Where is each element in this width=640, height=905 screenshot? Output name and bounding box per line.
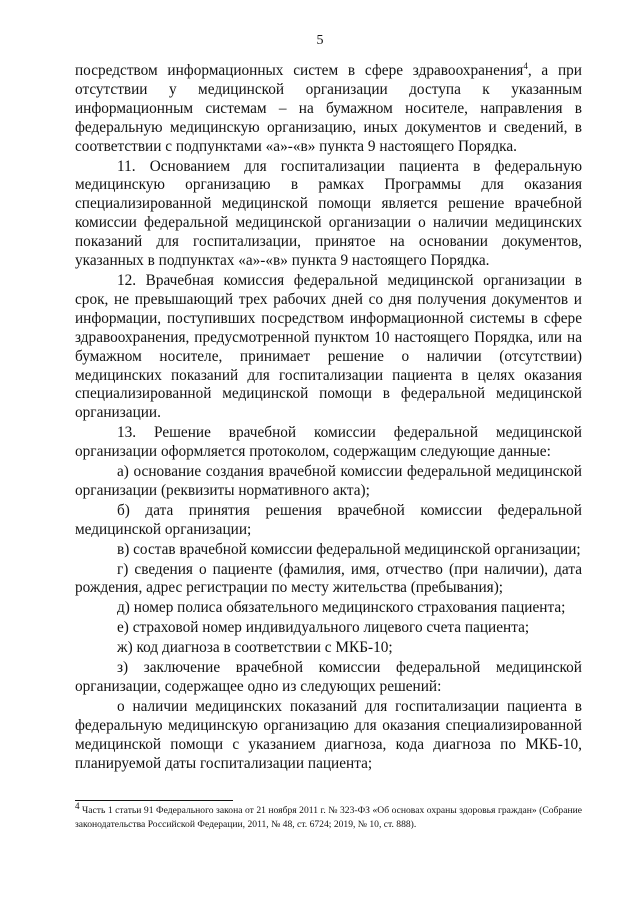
paragraph-text: посредством информационных систем в сфере здравоохранения	[75, 62, 524, 79]
page-number: 5	[316, 33, 324, 48]
body-text	[75, 62, 582, 774]
paragraph-text-continued: , а при отсутствии у медицинской организации доступа к указанным информационным системам – на бумажном носителе, направления в федеральную медицинскую организацию, иных документов и сведений, в соответствии с подпунктами «а»-«в» пункта 9 настоящего Порядка.	[75, 62, 582, 155]
paragraph-item-12: 12. Врачебная комиссия федеральной медицинской организации в срок, не превышающий трех рабочих дней со дня получения документов и информации, поступивших посредством информационной системы в сфере здравоохранения, предусмотренной пунктом 10 настоящего Порядка, или на бумажном носителе, принимает решение о наличии (отсутствии) медицинских показаний для госпитализации пациента в целях оказания специализированной медицинской помощи в федеральной медицинской организации.	[75, 271, 582, 422]
footnote-marker: 4	[75, 800, 80, 811]
paragraph-item-11: 11. Основанием для госпитализации пациента в федеральную медицинскую организацию в рамках Программы для оказания специализированной медицинской помощи является решение врачебной комиссии федеральной медицинской организации о наличии медицинских показаний для госпитализации, принятое на основании документов, указанных в подпунктах «а»-«в» пункта 9 настоящего Порядка.	[75, 157, 582, 270]
subitem-z: з) заключение врачебной комиссии федеральной медицинской организации, содержащее одно из следующих решений:	[75, 659, 582, 695]
paragraph-item-13: 13. Решение врачебной комиссии федеральной медицинской организации оформляется протоколом, содержащим следующие данные:	[75, 424, 582, 461]
decision-option: о наличии медицинских показаний для госпитализации пациента в федеральную медицинскую организацию для оказания специализированной медицинской помощи с указанием диагноза, кода диагноза по МКБ-10, планируемой даты госпитализации пациента;	[75, 697, 582, 772]
subitem-zh: ж) код диагноза в соответствии с МКБ-10;	[117, 639, 393, 657]
subitem-g: г) сведения о пациенте (фамилия, имя, отчество (при наличии), дата рождения, адрес регистрации по месту жительства (пребывания);	[75, 560, 582, 597]
footnote	[75, 800, 582, 831]
footnote-text: Часть 1 статьи 91 Федерального закона от 21 ноября 2011 г. № 323-ФЗ «Об основах охраны здоровья граждан» (Собрание законодательства Российской Федерации, 2011, № 48, ст. 6724; 2019, № 10, ст. 888).	[75, 805, 582, 830]
subitem-b: б) дата принятия решения врачебной комиссии федеральной медицинской организации;	[75, 501, 582, 538]
subitem-v: в) состав врачебной комиссии федеральной медицинской организации;	[117, 540, 581, 558]
subitem-e: е) страховой номер индивидуального лицевого счета пациента;	[117, 619, 530, 637]
footnote-reference: 4	[523, 60, 528, 71]
subitem-a: а) основание создания врачебной комиссии федеральной медицинской организации (реквизиты нормативного акта);	[75, 463, 582, 499]
footnote-separator	[75, 800, 233, 801]
subitem-d: д) номер полиса обязательного медицинского страхования пациента;	[117, 599, 566, 617]
paragraph-continuation	[75, 62, 582, 157]
